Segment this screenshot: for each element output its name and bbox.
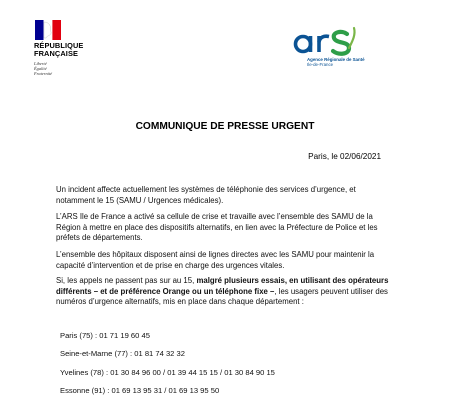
list-item: Yvelines (78) : 01 30 84 96 00 / 01 39 44 15 15 / 01 30 84 90 15 (60, 367, 275, 377)
rf-motto-egalite: Égalité (34, 66, 47, 72)
ars-subtitle (307, 57, 365, 67)
republique-francaise-logo (34, 20, 94, 77)
paragraph-alt-bold: malgré plusieurs essais, en utilisant des opérateurs différents – et de préférence Orange ou un téléphone fixe – (56, 276, 389, 296)
list-item: Paris (75) : 01 71 19 60 45 (60, 331, 150, 340)
ars-logo (292, 26, 384, 76)
paragraph-alt-part1: Si, les appels ne passent pas sur au 15, (56, 276, 197, 285)
paragraph-incident: Un incident affecte actuellement les systèmes de téléphonie des services d’urgence, et notamment le 15 (SAMU / Urgences médicales). (56, 185, 356, 205)
rf-name-line2: FRANÇAISE (34, 49, 79, 59)
rf-motto-fraternite: Fraternité (34, 71, 53, 77)
rf-motto (34, 61, 94, 77)
paragraph-crisis-cell: L’ARS Ile de France a activé sa cellule de crise et travaille avec l’ensemble des SAMU de la Région à mettre en place des dispositifs alternatifs, en lien avec la Préfecture de Police et les préfets de départements. (56, 212, 378, 243)
paragraph-hospitals: L’ensemble des hôpitaux disposent ainsi de lignes directes avec les SAMU pour maintenir la capacité d’intervention et de prise en charge des urgences vitales. (56, 250, 375, 270)
document-title: COMMUNIQUE DE PRESSE URGENT (135, 121, 315, 132)
marianne-emblem-icon (35, 20, 61, 40)
ars-subtitle-line2: Ile-de-France (307, 62, 334, 67)
paragraph-alt-part2: , les usagers peuvent utiliser des numéros d’urgence alternatifs, mis en place dans chaque département : (56, 286, 388, 307)
document-date: Paris, le 02/06/2021 (308, 152, 381, 161)
paragraph-alternative-numbers (56, 276, 392, 308)
rf-motto-liberte: Liberté (34, 60, 47, 66)
list-item: Seine-et-Marne (77) : 01 81 74 32 32 (60, 349, 185, 359)
emergency-numbers-list (60, 327, 390, 400)
list-item: Essonne (91) : 01 69 13 95 31 / 01 69 13 95 50 (60, 385, 220, 395)
ars-subtitle-line1: Agence Régionale de Santé (307, 57, 365, 62)
rf-name-line1: RÉPUBLIQUE (34, 41, 84, 50)
